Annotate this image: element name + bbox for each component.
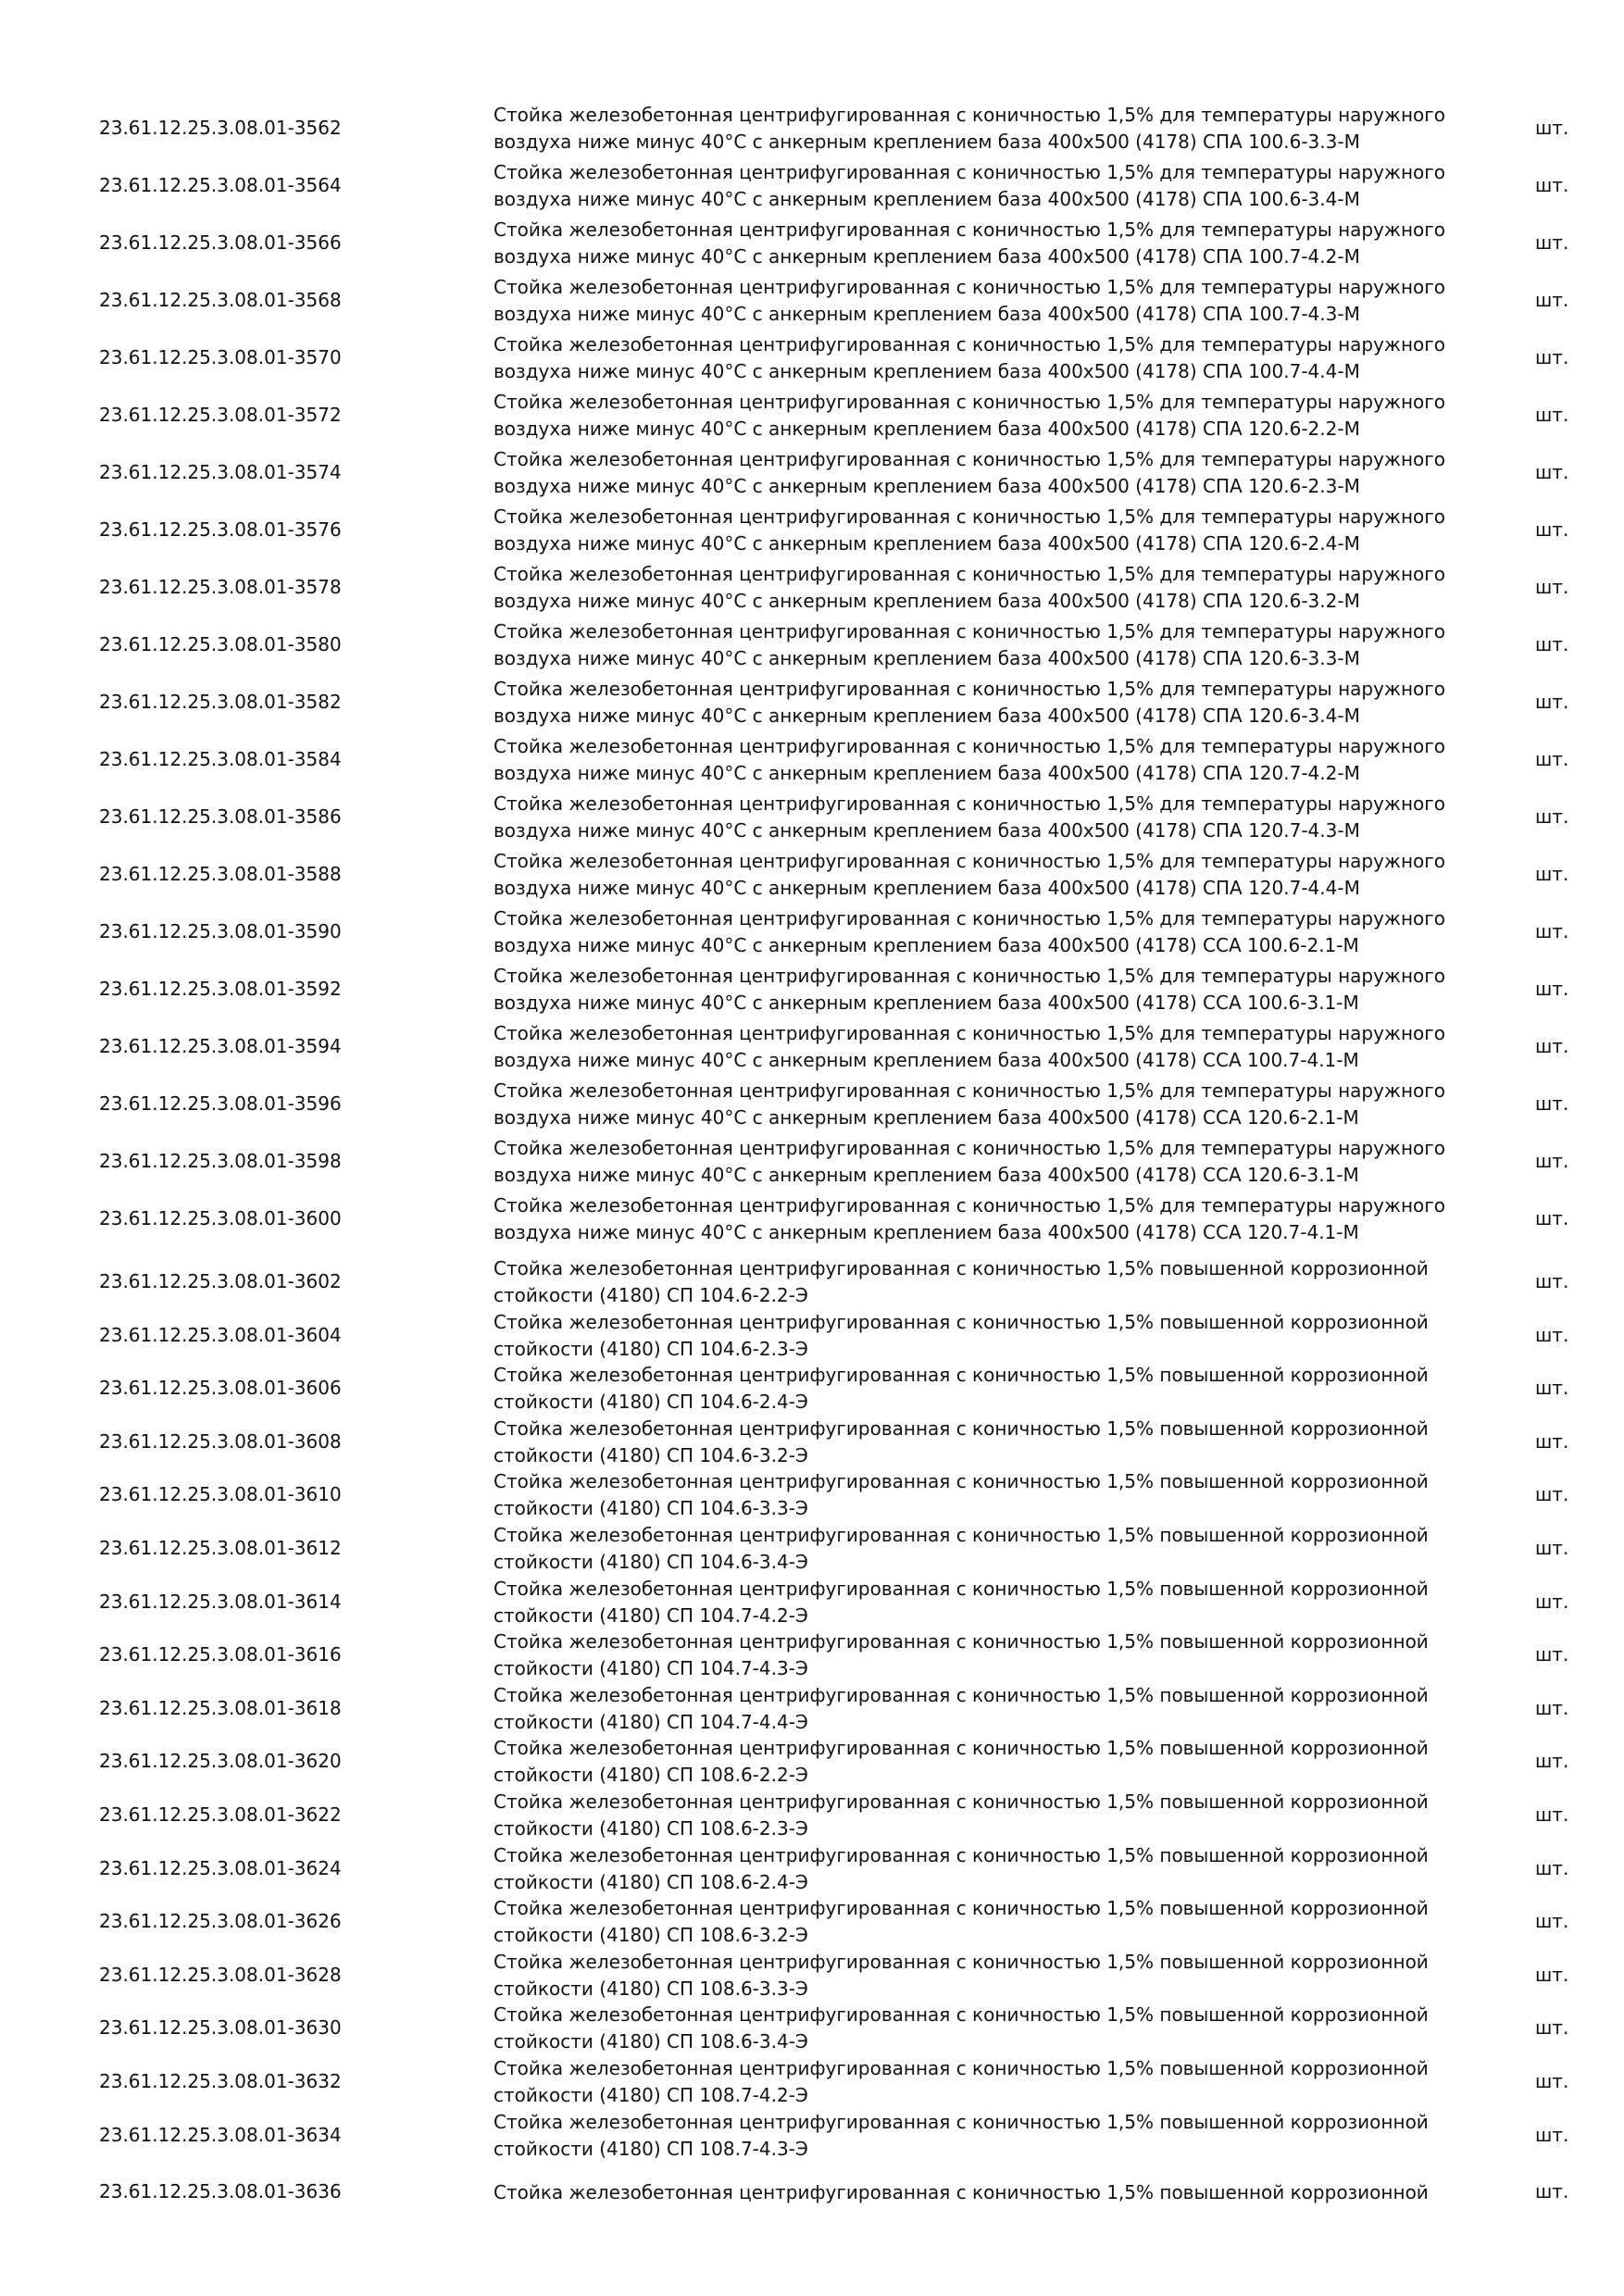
item-description xyxy=(493,1735,1429,1789)
item-description xyxy=(493,618,1445,672)
description-line-2: стойкости (4180) СП 108.7-4.3-Э xyxy=(493,2137,808,2160)
item-unit: шт. xyxy=(1535,1483,1569,1506)
item-unit: шт. xyxy=(1535,2070,1569,2092)
item-description xyxy=(493,2055,1429,2109)
item-description xyxy=(493,1842,1429,1896)
description-line-1: Стойка железобетонная центрифугированная с коничностью 1,5% повышенной коррозионной xyxy=(493,1577,1429,1600)
description-line-2: воздуха ниже минус 40°С с анкерным креплением база 400х500 (4178) СПА 120.6-2.3-М xyxy=(493,475,1360,497)
description-line-1: Стойка железобетонная центрифугированная с коничностью 1,5% для температуры наружного xyxy=(493,276,1446,298)
item-description xyxy=(493,2002,1429,2055)
item-code: 23.61.12.25.3.08.01-3616 xyxy=(99,1643,342,1666)
item-unit: шт. xyxy=(1535,1856,1569,1879)
description-line-1: Стойка железобетонная центрифугированная с коничностью 1,5% для температуры наружного xyxy=(493,1137,1446,1159)
description-line-2: воздуха ниже минус 40°С с анкерным креплением база 400х500 (4178) ССА 100.6-2.1-М xyxy=(493,934,1359,956)
description-line-1: Стойка железобетонная центрифугированная с коничностью 1,5% повышенной коррозионной xyxy=(493,1630,1429,1653)
description-line-1: Стойка железобетонная центрифугированная с коничностью 1,5% для температуры наружного xyxy=(493,333,1446,356)
item-unit: шт. xyxy=(1535,346,1569,368)
item-code: 23.61.12.25.3.08.01-3582 xyxy=(99,691,342,713)
item-description xyxy=(493,1522,1429,1576)
item-description xyxy=(493,905,1445,959)
description-line-2: воздуха ниже минус 40°С с анкерным креплением база 400х500 (4178) СПА 100.7-4.4-М xyxy=(493,360,1360,382)
item-description xyxy=(493,504,1445,557)
description-line-2: воздуха ниже минус 40°С с анкерным креплением база 400х500 (4178) ССА 120.6-3.1-М xyxy=(493,1164,1359,1186)
item-unit: шт. xyxy=(1535,174,1569,196)
item-unit: шт. xyxy=(1535,1035,1569,1057)
item-unit: шт. xyxy=(1535,1092,1569,1115)
description-line-1: Стойка железобетонная центрифугированная с коничностью 1,5% повышенной коррозионной xyxy=(493,1683,1429,1706)
item-description xyxy=(493,446,1445,500)
description-line-2: воздуха ниже минус 40°С с анкерным креплением база 400х500 (4178) ССА 120.7-4.1-М xyxy=(493,1221,1359,1243)
item-description xyxy=(493,848,1445,902)
description-line-2: воздуха ниже минус 40°С с анкерным креплением база 400х500 (4178) СПА 100.6-3.4-М xyxy=(493,188,1360,210)
item-unit: шт. xyxy=(1535,2180,1569,2202)
item-description xyxy=(493,1789,1429,1842)
item-description xyxy=(493,217,1445,270)
description-line-2: воздуха ниже минус 40°С с анкерным креплением база 400х500 (4178) ССА 100.7-4.1-М xyxy=(493,1049,1359,1071)
description-line-1: Стойка железобетонная центрифугированная с коничностью 1,5% для температуры наружного xyxy=(493,965,1446,987)
item-code: 23.61.12.25.3.08.01-3626 xyxy=(99,1910,342,1933)
description-line-2: воздуха ниже минус 40°С с анкерным креплением база 400х500 (4178) СПА 120.6-2.4-М xyxy=(493,532,1360,555)
description-line-1: Стойка железобетонная центрифугированная с коничностью 1,5% для температуры наружного xyxy=(493,104,1446,126)
description-line-1: Стойка железобетонная центрифугированная с коничностью 1,5% для температуры наружного xyxy=(493,620,1446,643)
item-code: 23.61.12.25.3.08.01-3594 xyxy=(99,1035,342,1057)
item-unit: шт. xyxy=(1535,1377,1569,1400)
description-line-1: Стойка железобетонная центрифугированная с коничностью 1,5% для температуры наружного xyxy=(493,907,1446,930)
description-line-2: воздуха ниже минус 40°С с анкерным креплением база 400х500 (4178) СПА 100.7-4.2-М xyxy=(493,245,1360,268)
description-line-1: Стойка железобетонная центрифугированная с коничностью 1,5% для температуры наружного xyxy=(493,1022,1446,1044)
item-code: 23.61.12.25.3.08.01-3578 xyxy=(99,576,342,598)
item-unit: шт. xyxy=(1535,1643,1569,1666)
item-code: 23.61.12.25.3.08.01-3606 xyxy=(99,1377,342,1400)
item-code: 23.61.12.25.3.08.01-3596 xyxy=(99,1092,342,1115)
description-line-2: воздуха ниже минус 40°С с анкерным креплением база 400х500 (4178) СПА 120.6-3.2-М xyxy=(493,590,1360,612)
item-description xyxy=(493,102,1445,156)
item-description xyxy=(493,1682,1429,1736)
description-line-1: Стойка железобетонная центрифугированная с коничностью 1,5% повышенной коррозионной xyxy=(493,1950,1429,1973)
item-code: 23.61.12.25.3.08.01-3634 xyxy=(99,2123,342,2146)
description-line-1: Стойка железобетонная центрифугированная с коничностью 1,5% повышенной коррозионной xyxy=(493,1416,1429,1440)
description-line-2: стойкости (4180) СП 104.6-2.3-Э xyxy=(493,1337,808,1360)
item-description xyxy=(493,274,1445,328)
description-line-2: воздуха ниже минус 40°С с анкерным креплением база 400х500 (4178) ССА 120.6-2.1-М xyxy=(493,1106,1359,1129)
item-unit: шт. xyxy=(1535,1207,1569,1229)
description-line-1: Стойка железобетонная центрифугированная с коничностью 1,5% для температуры наружного xyxy=(493,1079,1446,1102)
item-unit: шт. xyxy=(1535,404,1569,426)
item-unit: шт. xyxy=(1535,518,1569,541)
description-line-1: Стойка железобетонная центрифугированная с коничностью 1,5% для температуры наружного xyxy=(493,735,1446,757)
item-code: 23.61.12.25.3.08.01-3574 xyxy=(99,461,342,483)
item-description xyxy=(493,1192,1445,1246)
item-unit: шт. xyxy=(1535,863,1569,885)
description-line-2: воздуха ниже минус 40°С с анкерным креплением база 400х500 (4178) СПА 120.6-2.2-М xyxy=(493,418,1360,440)
item-description xyxy=(493,1362,1429,1416)
description-line-2: воздуха ниже минус 40°С с анкерным креплением база 400х500 (4178) СПА 120.6-3.3-М xyxy=(493,647,1360,669)
item-code: 23.61.12.25.3.08.01-3586 xyxy=(99,805,342,828)
item-unit: шт. xyxy=(1535,1429,1569,1453)
description-line-1: Стойка железобетонная центрифугированная с коничностью 1,5% повышенной коррозионной xyxy=(493,1737,1429,1760)
item-unit: шт. xyxy=(1535,1750,1569,1773)
item-description xyxy=(493,733,1445,787)
item-description xyxy=(493,791,1445,844)
description-line-1: Стойка железобетонная центрифугированная с коничностью 1,5% для температуры наружного xyxy=(493,792,1446,815)
description-line-2: воздуха ниже минус 40°С с анкерным креплением база 400х500 (4178) СПА 120.7-4.4-М xyxy=(493,877,1360,899)
description-line-1: Стойка железобетонная центрифугированная с коничностью 1,5% для температуры наружного xyxy=(493,678,1446,700)
item-code: 23.61.12.25.3.08.01-3622 xyxy=(99,1803,342,1826)
item-code: 23.61.12.25.3.08.01-3562 xyxy=(99,117,342,139)
item-code: 23.61.12.25.3.08.01-3590 xyxy=(99,920,342,942)
description-line-1: Стойка железобетонная центрифугированная с коничностью 1,5% повышенной коррозионной xyxy=(493,1364,1429,1387)
description-line-2: стойкости (4180) СП 104.6-3.3-Э xyxy=(493,1497,808,1520)
item-code: 23.61.12.25.3.08.01-3632 xyxy=(99,2070,342,2092)
item-description xyxy=(493,1468,1429,1522)
item-code: 23.61.12.25.3.08.01-3576 xyxy=(99,518,342,541)
item-code: 23.61.12.25.3.08.01-3568 xyxy=(99,289,342,311)
item-unit: шт. xyxy=(1535,576,1569,598)
item-unit: шт. xyxy=(1535,117,1569,139)
item-description xyxy=(493,1949,1429,2003)
item-code: 23.61.12.25.3.08.01-3636 xyxy=(99,2180,342,2202)
item-unit: шт. xyxy=(1535,805,1569,828)
item-description xyxy=(493,331,1445,385)
item-description xyxy=(493,1895,1429,1949)
item-description xyxy=(493,1078,1445,1131)
item-unit: шт. xyxy=(1535,691,1569,713)
item-code: 23.61.12.25.3.08.01-3580 xyxy=(99,633,342,655)
item-code: 23.61.12.25.3.08.01-3604 xyxy=(99,1323,342,1346)
item-code: 23.61.12.25.3.08.01-3566 xyxy=(99,231,342,254)
item-description xyxy=(493,159,1445,213)
description-line-1: Стойка железобетонная центрифугированная с коничностью 1,5% повышенной коррозионной xyxy=(493,2181,1429,2203)
description-line-2: стойкости (4180) СП 108.6-3.4-Э xyxy=(493,2030,808,2053)
item-unit: шт. xyxy=(1535,978,1569,1000)
description-line-1: Стойка железобетонная центрифугированная с коничностью 1,5% для температуры наружного xyxy=(493,161,1446,183)
description-line-1: Стойка железобетонная центрифугированная с коничностью 1,5% для температуры наружного xyxy=(493,448,1446,470)
description-line-2: стойкости (4180) СП 104.6-3.2-Э xyxy=(493,1443,808,1466)
description-line-2: стойкости (4180) СП 104.7-4.2-Э xyxy=(493,1603,808,1627)
item-unit: шт. xyxy=(1535,1696,1569,1719)
item-code: 23.61.12.25.3.08.01-3602 xyxy=(99,1270,342,1292)
description-line-1: Стойка железобетонная центрифугированная с коничностью 1,5% повышенной коррозионной xyxy=(493,2003,1429,2027)
item-description xyxy=(493,561,1445,615)
item-code: 23.61.12.25.3.08.01-3628 xyxy=(99,1963,342,1986)
description-line-2: стойкости (4180) СП 108.6-3.2-Э xyxy=(493,1924,808,1947)
item-unit: шт. xyxy=(1535,1963,1569,1986)
description-line-1: Стойка железобетонная центрифугированная с коничностью 1,5% повышенной коррозионной xyxy=(493,2057,1429,2079)
item-code: 23.61.12.25.3.08.01-3570 xyxy=(99,346,342,368)
item-code: 23.61.12.25.3.08.01-3584 xyxy=(99,748,342,770)
description-line-2: стойкости (4180) СП 104.6-3.4-Э xyxy=(493,1551,808,1573)
item-description xyxy=(493,389,1445,443)
item-unit: шт. xyxy=(1535,2016,1569,2040)
description-line-2: стойкости (4180) СП 104.7-4.4-Э xyxy=(493,1710,808,1733)
description-line-2: воздуха ниже минус 40°С с анкерным креплением база 400х500 (4178) СПА 120.6-3.4-М xyxy=(493,705,1360,727)
item-unit: шт. xyxy=(1535,1803,1569,1826)
item-description xyxy=(493,1628,1429,1682)
item-code: 23.61.12.25.3.08.01-3572 xyxy=(99,404,342,426)
item-unit: шт. xyxy=(1535,633,1569,655)
description-line-2: стойкости (4180) СП 104.7-4.3-Э xyxy=(493,1657,808,1680)
item-code: 23.61.12.25.3.08.01-3592 xyxy=(99,978,342,1000)
item-code: 23.61.12.25.3.08.01-3610 xyxy=(99,1483,342,1506)
item-unit: шт. xyxy=(1535,1590,1569,1613)
item-description xyxy=(493,963,1445,1017)
item-description xyxy=(493,2179,1429,2206)
description-line-2: стойкости (4180) СП 108.6-3.3-Э xyxy=(493,1977,808,2000)
item-unit: шт. xyxy=(1535,920,1569,942)
description-line-1: Стойка железобетонная центрифугированная с коничностью 1,5% повышенной коррозионной xyxy=(493,1897,1429,1920)
description-line-1: Стойка железобетонная центрифугированная с коничностью 1,5% повышенной коррозионной xyxy=(493,2110,1429,2133)
item-unit: шт. xyxy=(1535,231,1569,254)
item-unit: шт. xyxy=(1535,1537,1569,1559)
item-code: 23.61.12.25.3.08.01-3588 xyxy=(99,863,342,885)
item-description xyxy=(493,1255,1429,1309)
description-line-1: Стойка железобетонная центрифугированная с коничностью 1,5% повышенной коррозионной xyxy=(493,1470,1429,1493)
item-code: 23.61.12.25.3.08.01-3608 xyxy=(99,1429,342,1453)
description-line-1: Стойка железобетонная центрифугированная с коничностью 1,5% для температуры наружного xyxy=(493,391,1446,413)
item-code: 23.61.12.25.3.08.01-3564 xyxy=(99,174,342,196)
item-description xyxy=(493,1020,1445,1074)
item-code: 23.61.12.25.3.08.01-3600 xyxy=(99,1207,342,1229)
description-line-1: Стойка железобетонная центрифугированная с коничностью 1,5% для температуры наружного xyxy=(493,563,1446,585)
item-unit: шт. xyxy=(1535,2123,1569,2146)
item-description xyxy=(493,676,1445,730)
description-line-1: Стойка железобетонная центрифугированная с коничностью 1,5% для температуры наружного xyxy=(493,505,1446,528)
item-code: 23.61.12.25.3.08.01-3614 xyxy=(99,1590,342,1613)
description-line-2: воздуха ниже минус 40°С с анкерным креплением база 400х500 (4178) СПА 120.7-4.3-М xyxy=(493,819,1360,842)
description-line-1: Стойка железобетонная центрифугированная с коничностью 1,5% для температуры наружного xyxy=(493,850,1446,872)
item-description xyxy=(493,1416,1429,1469)
description-line-2: воздуха ниже минус 40°С с анкерным креплением база 400х500 (4178) СПА 100.6-3.3-М xyxy=(493,131,1360,153)
description-line-2: стойкости (4180) СП 108.7-4.2-Э xyxy=(493,2084,808,2106)
item-code: 23.61.12.25.3.08.01-3624 xyxy=(99,1856,342,1879)
item-unit: шт. xyxy=(1535,1150,1569,1172)
description-line-1: Стойка железобетонная центрифугированная с коничностью 1,5% повышенной коррозионной xyxy=(493,1257,1429,1279)
item-code: 23.61.12.25.3.08.01-3618 xyxy=(99,1696,342,1719)
item-code: 23.61.12.25.3.08.01-3630 xyxy=(99,2016,342,2040)
item-code: 23.61.12.25.3.08.01-3612 xyxy=(99,1537,342,1559)
description-line-2: воздуха ниже минус 40°С с анкерным креплением база 400х500 (4178) ССА 100.6-3.1-М xyxy=(493,992,1359,1014)
description-line-2: стойкости (4180) СП 104.6-2.2-Э xyxy=(493,1284,808,1306)
description-line-2: воздуха ниже минус 40°С с анкерным креплением база 400х500 (4178) СПА 100.7-4.3-М xyxy=(493,303,1360,325)
item-unit: шт. xyxy=(1535,748,1569,770)
item-description xyxy=(493,1309,1429,1363)
description-line-1: Стойка железобетонная центрифугированная с коничностью 1,5% для температуры наружного xyxy=(493,218,1446,241)
item-unit: шт. xyxy=(1535,1270,1569,1292)
description-line-1: Стойка железобетонная центрифугированная с коничностью 1,5% для температуры наружного xyxy=(493,1194,1446,1217)
description-line-1: Стойка железобетонная центрифугированная с коничностью 1,5% повышенной коррозионной xyxy=(493,1310,1429,1333)
description-line-2: стойкости (4180) СП 104.6-2.4-Э xyxy=(493,1391,808,1414)
item-unit: шт. xyxy=(1535,461,1569,483)
description-line-1: Стойка железобетонная центрифугированная с коничностью 1,5% повышенной коррозионной xyxy=(493,1843,1429,1866)
item-unit: шт. xyxy=(1535,289,1569,311)
item-description xyxy=(493,2109,1429,2163)
description-line-2: воздуха ниже минус 40°С с анкерным креплением база 400х500 (4178) СПА 120.7-4.2-М xyxy=(493,762,1360,784)
item-unit: шт. xyxy=(1535,1323,1569,1346)
description-line-2: стойкости (4180) СП 108.6-2.2-Э xyxy=(493,1764,808,1787)
item-code: 23.61.12.25.3.08.01-3620 xyxy=(99,1750,342,1773)
item-unit: шт. xyxy=(1535,1910,1569,1933)
description-line-1: Стойка железобетонная центрифугированная с коничностью 1,5% повышенной коррозионной xyxy=(493,1524,1429,1546)
item-description xyxy=(493,1135,1445,1189)
item-description xyxy=(493,1576,1429,1629)
description-line-2: стойкости (4180) СП 108.6-2.4-Э xyxy=(493,1870,808,1893)
item-code: 23.61.12.25.3.08.01-3598 xyxy=(99,1150,342,1172)
description-line-1: Стойка железобетонная центрифугированная с коничностью 1,5% повышенной коррозионной xyxy=(493,1791,1429,1813)
description-line-2: стойкости (4180) СП 108.6-2.3-Э xyxy=(493,1817,808,1840)
